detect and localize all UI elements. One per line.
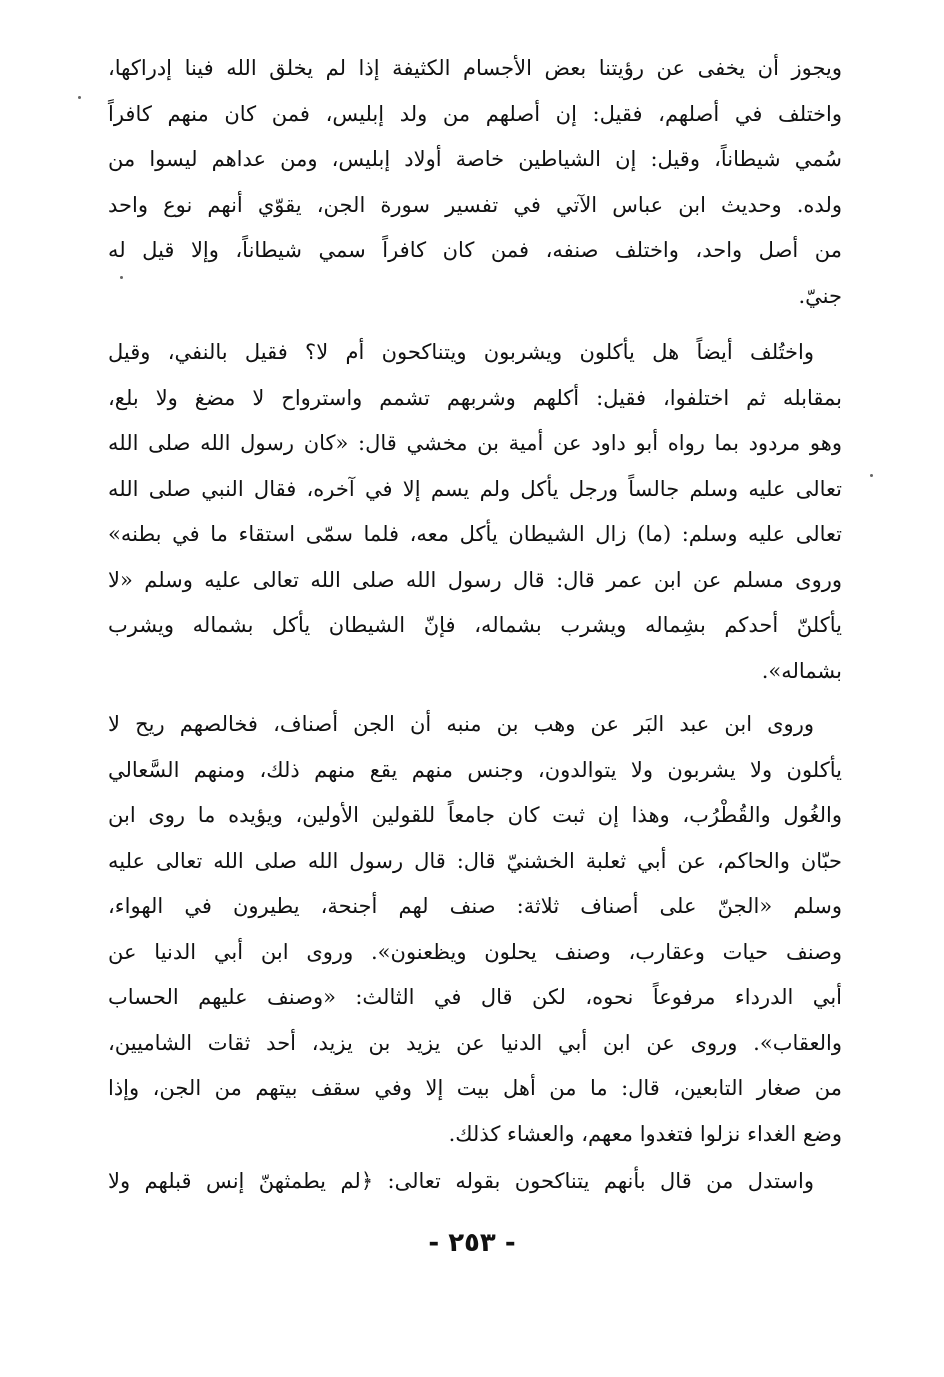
text-line: والغُول والقُطْرُب، وهذا إن ثبت كان جامعاً للقولين الأولين، ويؤيده ما روى ابن [108,803,842,827]
text-line: وهو مردود بما رواه أبو داود عن أمية بن مخشي قال: «كان رسول الله صلى الله [108,431,842,455]
text-line: واستدل من قال بأنهم يتناكحون بقوله تعالى: ﴿لم يطمثهنّ إنس قبلهم ولا [108,1169,814,1193]
text-line: وروى ابن عبد البَر عن وهب بن منبه أن الجن أصناف، فخالصهم ريح لا [108,712,814,736]
text-line: ويجوز أن يخفى عن رؤيتنا بعض الأجسام الكثيفة إذا لم يخلق الله فينا إدراكها، [108,56,842,80]
text-line: وضع الغداء نزلوا فتغدوا معهم، والعشاء كذلك. [448,1121,842,1146]
paragraph-jinn-origin [108,46,842,319]
text-line: بشماله». [761,658,842,683]
text-line: حبّان والحاكم، عن أبي ثعلبة الخشنيّ قال: قال رسول الله صلى الله تعالى عليه [108,848,842,873]
text-line: وصنف حيات وعقارب، وصنف يحلون ويظعنون». وروى ابن أبي الدنيا عن [108,939,842,964]
text-line: يأكلون ولا يشربون ولا يتوالدون، وجنس منهم يقع منهم ذلك، ومنهم السَّعالي [108,757,842,782]
scan-speck [870,474,873,477]
page-number: - ٢٥٣ - [428,1228,516,1258]
text-line: سُمي شيطاناً، وقيل: إن الشياطين خاصة أولاد إبليس، ومن عداهم ليسوا من [108,147,842,171]
text-line: تعالى عليه وسلم جالساً ورجل يأكل ولم يسم إلا في آخره، فقال النبي صلى الله [108,476,842,501]
text-line: أبي الدرداء مرفوعاً نحوه، لكن قال في الثالث: «وصنف عليهم الحساب [108,985,842,1009]
text-line: بمقابله ثم اختلفوا، فقيل: أكلهم وشربهم تشمم واسترواح لا مضغ ولا بلع، [108,385,842,410]
text-line: جنيّ. [798,283,842,308]
text-line: من أصل واحد، واختلف صنفه، فمن كان كافراً سمي شيطاناً، وإلا قيل له [108,238,842,262]
text-line: والعقاب». وروى عن ابن أبي الدنيا عن يزيد بن يزيد، أحد ثقات الشاميين، [108,1030,842,1055]
text-line: واختُلف أيضاً هل يأكلون ويشربون ويتناكحون أم لا؟ فقيل بالنفي، وقيل [108,340,814,364]
paragraph-eating-drinking [108,330,842,694]
scan-speck [78,96,81,99]
text-line: وسلم «الجنّ على أصناف ثلاثة: صنف لهم أجنحة، يطيرون في الهواء، [108,894,842,918]
text-line: من صغار التابعين، قال: ما من أهل بيت إلا وفي سقف بيتهم من الجن، وإذا [108,1076,842,1100]
paragraph-jinn-types [108,702,842,1157]
text-line: يأكلنّ أحدكم بشِماله ويشرب بشماله، فإنّ الشيطان يأكل بشماله ويشرب [108,613,842,637]
paragraph-marriage-evidence [108,1159,842,1205]
text-line: تعالى عليه وسلم: (ما) زال الشيطان يأكل معه، فلما سمّى استقاء ما في بطنه» [108,522,842,546]
scan-speck [120,276,123,279]
text-line: واختلف في أصلهم، فقيل: إن أصلهم من ولد إبليس، فمن كان منهم كافراً [108,101,842,126]
text-line: ولده. وحديث ابن عباس الآتي في تفسير سورة الجن، يقوّي أنهم نوع واحد [108,192,842,217]
text-line: وروى مسلم عن ابن عمر قال: قال رسول الله صلى الله تعالى عليه وسلم «لا [108,567,842,592]
